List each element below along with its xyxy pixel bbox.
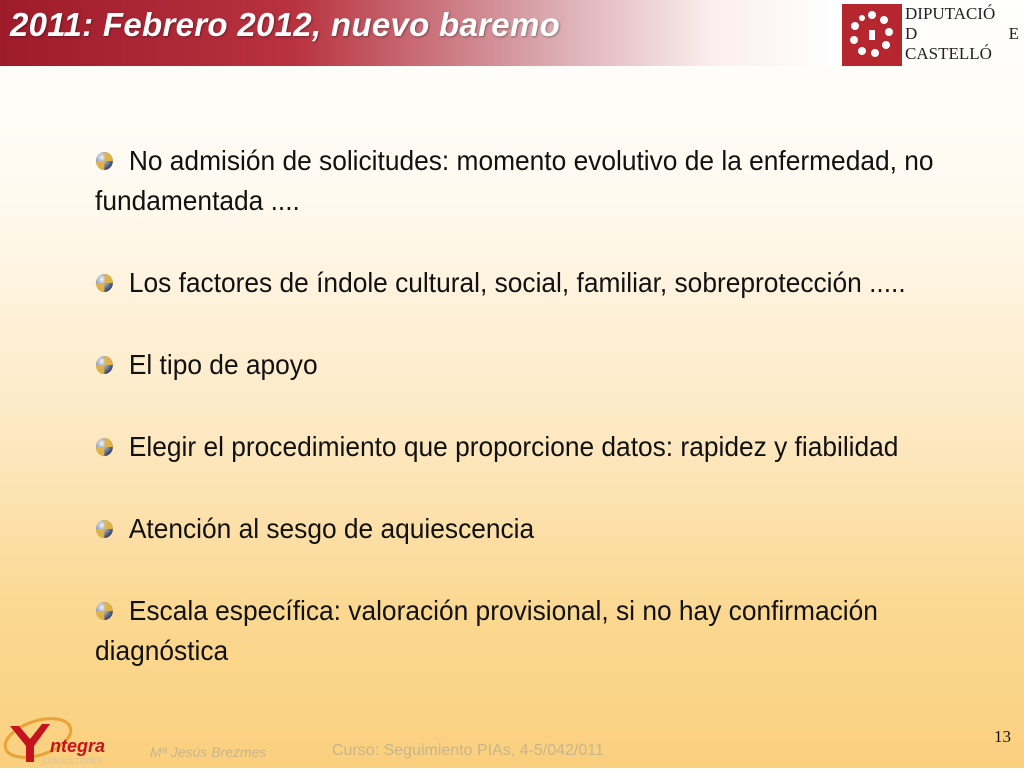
- bullet-text: Atención al sesgo de aquiescencia: [128, 513, 535, 544]
- diputacio-name: [905, 4, 1022, 64]
- bullet-text: El tipo de apoyo: [128, 349, 318, 380]
- sphere-bullet-icon: [95, 601, 114, 621]
- footer-author: Mª Jesús Brezmes: [150, 744, 267, 760]
- diputacio-logo: [842, 4, 1024, 68]
- sphere-bullet-icon: [95, 437, 114, 457]
- diputacio-line1: DIPUTACIÓ: [905, 4, 996, 23]
- bullet-text: Escala específica: valoración provisional, si no hay confirmación diagnóstica: [95, 595, 878, 666]
- diputacio-line2-left: D: [905, 24, 918, 43]
- diputacio-line3: CASTELLÓ: [905, 44, 992, 63]
- bullet-item-1: [95, 141, 941, 221]
- integra-logo: [0, 706, 130, 768]
- bullet-item-2: [95, 263, 941, 303]
- slide-title: 2011: Febrero 2012, nuevo baremo: [10, 6, 561, 43]
- bullet-text: Los factores de índole cultural, social, familiar, sobreprotección .....: [128, 267, 906, 298]
- page-number: 13: [994, 727, 1011, 746]
- sphere-bullet-icon: [95, 519, 114, 539]
- integra-logo-subtext: CONSULTORES: [42, 757, 103, 766]
- bullet-text: No admisión de solicitudes: momento evolutivo de la enfermedad, no fundamentada ....: [95, 145, 934, 216]
- bullet-text: Elegir el procedimiento que proporcione datos: rapidez y fiabilidad: [128, 431, 899, 462]
- diputacio-line2-right: E: [1008, 24, 1019, 43]
- sphere-bullet-icon: [95, 355, 114, 375]
- bullet-list: [95, 141, 995, 713]
- title-bar: [0, 0, 838, 66]
- footer-course: Curso: Seguimiento PIAs, 4-5/042/011: [332, 742, 604, 759]
- diputacio-emblem-icon: [842, 4, 902, 66]
- bullet-item-4: [95, 427, 941, 467]
- bullet-item-6: [95, 591, 941, 671]
- bullet-item-3: [95, 345, 941, 385]
- integra-logo-text: ntegra: [50, 736, 106, 756]
- sphere-bullet-icon: [95, 273, 114, 293]
- diputacio-line2: [905, 24, 1019, 44]
- sphere-bullet-icon: [95, 151, 114, 171]
- bullet-item-5: [95, 509, 941, 549]
